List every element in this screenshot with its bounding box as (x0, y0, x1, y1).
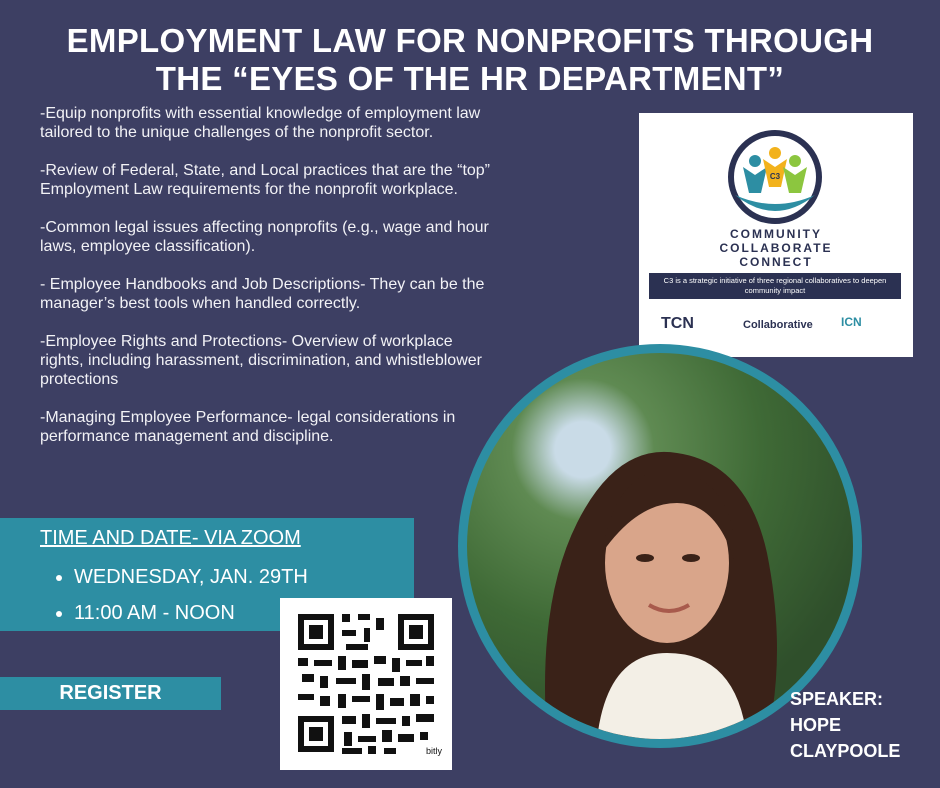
speaker-last-name: CLAYPOOLE (790, 741, 901, 761)
partner-logo-tcn: TCN (661, 315, 694, 332)
event-date (56, 566, 308, 589)
speaker-photo (467, 353, 853, 739)
bullet-icon (56, 575, 62, 581)
topic-item: -Common legal issues affecting nonprofits (e.g., wage and hour laws, employee classification). (40, 219, 489, 255)
event-time-text: 11:00 AM - NOON (74, 602, 235, 624)
event-heading: TIME AND DATE- VIA ZOOM (40, 527, 301, 549)
speaker-credit (790, 686, 900, 764)
flyer-title (0, 22, 940, 98)
partner-logo-collaborative: Collaborative (743, 319, 813, 331)
c3-name-line-1: COMMUNITY (730, 227, 822, 241)
topic-item: - Employee Handbooks and Job Descriptions- They can be the manager’s best tools when handled correctly. (40, 276, 485, 312)
title-line-2: THE “EYES OF THE HR DEPARTMENT” (155, 60, 785, 97)
register-button[interactable]: REGISTER (0, 677, 221, 710)
qr-code-icon (280, 598, 452, 770)
topic-item: -Equip nonprofits with essential knowledge of employment law tailored to the unique challenges of the nonprofit sector. (40, 105, 481, 141)
topic-item: -Review of Federal, State, and Local practices that are the “top” Employment Law requirements for the nonprofit workplace. (40, 162, 491, 198)
registration-qr-code[interactable] (280, 598, 452, 770)
speaker-first-name: HOPE (790, 715, 842, 735)
topic-item: -Employee Rights and Protections- Overview of workplace rights, including harassment, discrimination, and whistleblower protections (40, 333, 482, 388)
topic-list (40, 104, 500, 465)
title-line-1: EMPLOYMENT LAW FOR NONPROFITS THROUGH (66, 22, 874, 59)
partner-logo-icn: ICN (841, 315, 862, 329)
c3-logo-card (639, 113, 913, 357)
c3-name-line-3: CONNECT (739, 255, 813, 269)
c3-badge: C3 (769, 172, 781, 181)
event-date-text: WEDNESDAY, JAN. 29TH (74, 566, 308, 588)
c3-name-line-2: COLLABORATE (719, 241, 833, 255)
bullet-icon (56, 611, 62, 617)
speaker-portrait-icon (467, 353, 853, 739)
c3-tagline: C3 is a strategic initiative of three regional collaboratives to deepen community impact (649, 273, 901, 299)
event-time (56, 602, 235, 625)
topic-item: -Managing Employee Performance- legal considerations in performance management and discipline. (40, 409, 456, 445)
qr-caption: bitly (425, 746, 442, 756)
community-people-icon (725, 127, 825, 227)
speaker-label: SPEAKER: (790, 689, 884, 709)
